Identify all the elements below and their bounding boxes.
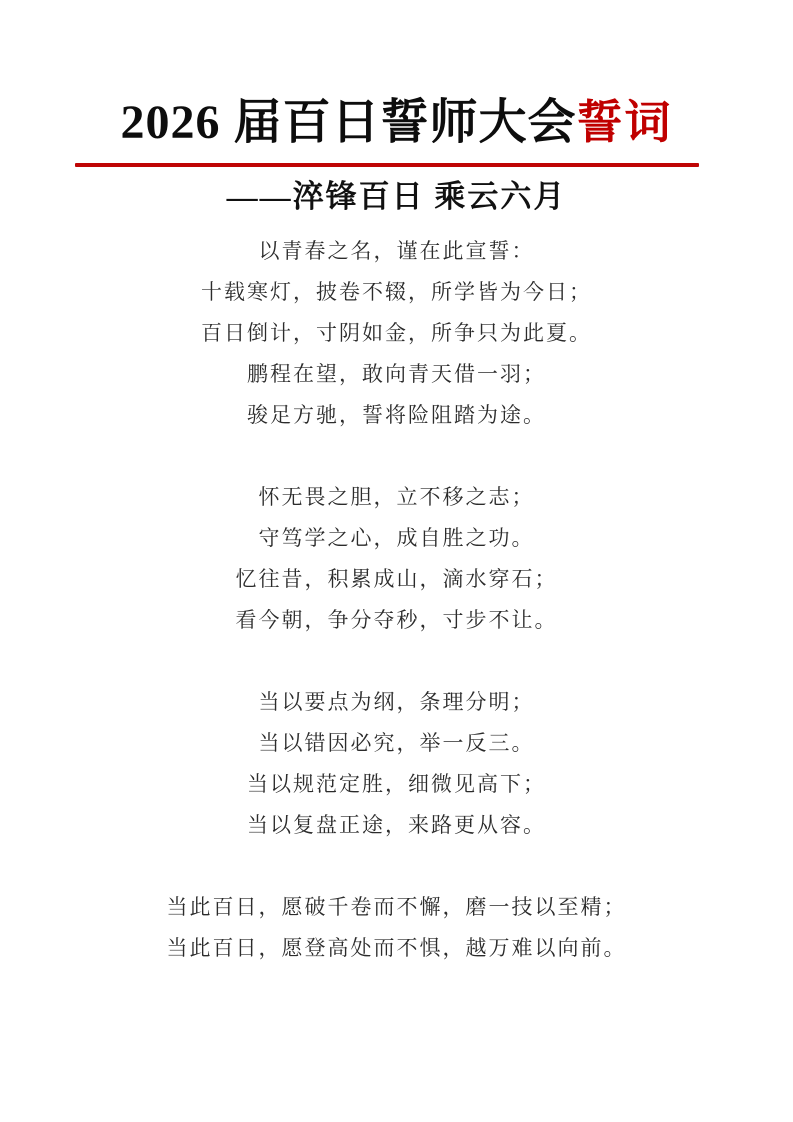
oath-line: 怀无畏之胆，立不移之志； (258, 484, 535, 509)
oath-line: 当此百日，愿破千卷而不懈，磨一技以至精； (166, 894, 627, 919)
oath-line: 百日倒计，寸阴如金，所争只为此夏。 (201, 320, 592, 345)
document-subtitle: ——淬锋百日 乘云六月 (226, 178, 567, 214)
oath-line: 十载寒灯，披卷不辍，所学皆为今日； (201, 279, 592, 304)
oath-line: 当以规范定胜，细微见高下； (247, 771, 546, 796)
oath-stanza-1 (0, 231, 793, 436)
oath-line: 忆往昔，积累成山，滴水穿石； (235, 566, 558, 591)
oath-line: 以青春之名，谨在此宣誓： (258, 238, 535, 263)
oath-body (0, 231, 793, 969)
oath-line: 当以错因必究，举一反三。 (258, 730, 535, 755)
oath-line: 鹏程在望，敢向青天借一羽； (247, 361, 546, 386)
title-highlight-text: 誓词 (576, 97, 673, 148)
oath-line: 当以要点为纲，条理分明； (258, 689, 535, 714)
title-underline-rule (75, 163, 699, 167)
title-main-text: 2026 届百日誓师大会 (120, 96, 577, 149)
oath-line: 守笃学之心，成自胜之功。 (258, 525, 535, 550)
oath-stanza-2 (0, 477, 793, 641)
oath-line: 当以复盘正途，来路更从容。 (247, 812, 546, 837)
oath-line: 看今朝，争分夺秒，寸步不让。 (235, 607, 558, 632)
oath-line: 骏足方驰，誓将险阻踏为途。 (247, 402, 546, 427)
page-title (0, 0, 793, 152)
oath-stanza-3 (0, 682, 793, 846)
oath-stanza-4 (0, 887, 793, 969)
oath-line: 当此百日，愿登高处而不惧，越万难以向前。 (166, 935, 627, 960)
